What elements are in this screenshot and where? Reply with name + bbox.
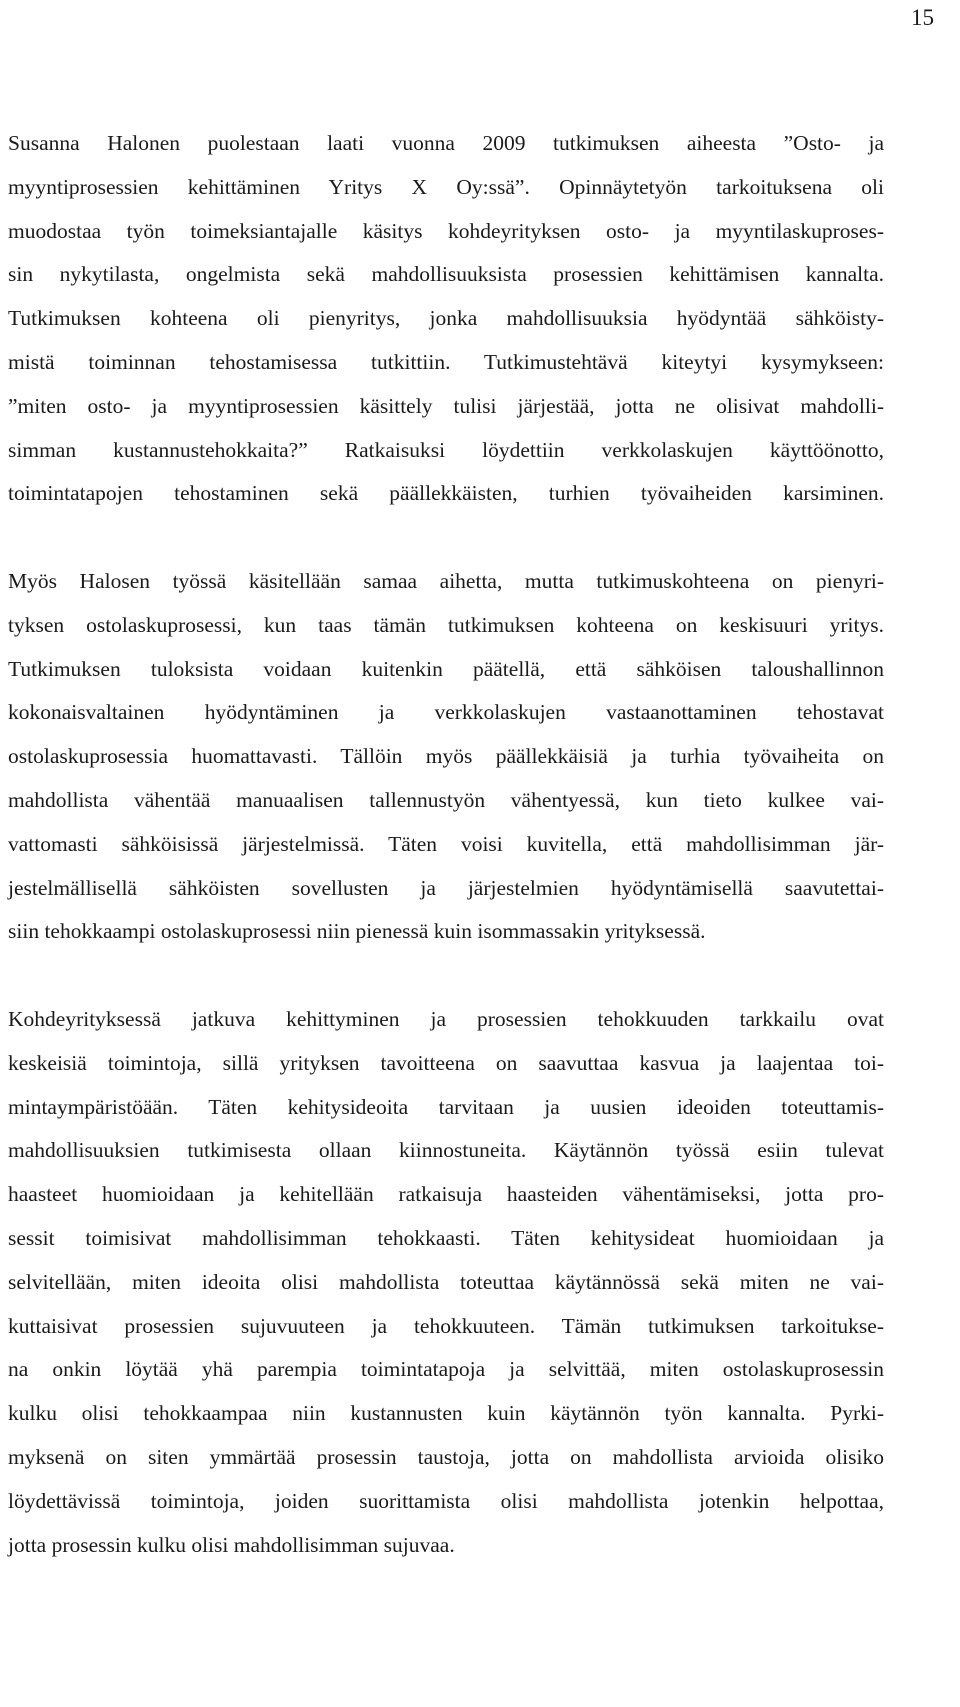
text-line: sessit toimisivat mahdollisimman tehokkaasti. Täten kehitysideat huomioidaan ja <box>8 1225 884 1250</box>
text-line: ”miten osto- ja myyntiprosessien käsittely tulisi järjestää, jotta ne olisivat mahdolli- <box>8 393 884 418</box>
paragraph-3 <box>8 998 884 1567</box>
text-line: haasteet huomioidaan ja kehitellään ratkaisuja haasteiden vähentämiseksi, jotta pro- <box>8 1182 884 1207</box>
body-text <box>8 122 884 1567</box>
text-line: kokonaisvaltainen hyödyntäminen ja verkkolaskujen vastaanottaminen tehostavat <box>8 700 884 725</box>
paragraph-spacer <box>8 516 884 560</box>
text-line: selvitellään, miten ideoita olisi mahdollista toteuttaa käytännössä sekä miten ne vai- <box>8 1269 884 1294</box>
paragraph-spacer <box>8 954 884 998</box>
text-line: simman kustannustehokkaita?” Ratkaisuksi löydettiin verkkolaskujen käyttöönotto, <box>8 437 884 462</box>
text-line: tyksen ostolaskuprosessi, kun taas tämän tutkimuksen kohteena on keskisuuri yritys. <box>8 612 884 637</box>
text-line: toimintatapojen tehostaminen sekä päällekkäisten, turhien työvaiheiden karsiminen. <box>8 481 884 506</box>
text-line: na onkin löytää yhä parempia toimintatapoja ja selvittää, miten ostolaskuprosessin <box>8 1357 884 1382</box>
text-line: jotta prosessin kulku olisi mahdollisimman sujuvaa. <box>8 1532 455 1557</box>
text-line: siin tehokkaampi ostolaskuprosessi niin pienessä kuin isommassakin yrityksessä. <box>8 919 706 944</box>
text-line: mahdollista vähentää manuaalisen tallennustyön vähentyessä, kun tieto kulkee vai- <box>8 787 884 812</box>
text-line: keskeisiä toimintoja, sillä yrityksen tavoitteena on saavuttaa kasvua ja laajentaa toi- <box>8 1050 884 1075</box>
text-line: mistä toiminnan tehostamisessa tutkittiin. Tutkimustehtävä kiteytyi kysymykseen: <box>8 349 884 374</box>
text-line: vattomasti sähköisissä järjestelmissä. Täten voisi kuvitella, että mahdollisimman jär- <box>8 831 884 856</box>
text-line: mintaympäristöään. Täten kehitysideoita tarvitaan ja uusien ideoiden toteuttamis- <box>8 1094 884 1119</box>
text-line: kuttaisivat prosessien sujuvuuteen ja tehokkuuteen. Tämän tutkimuksen tarkoitukse- <box>8 1313 884 1338</box>
text-line: löydettävissä toimintoja, joiden suorittamista olisi mahdollista jotenkin helpottaa, <box>8 1488 884 1513</box>
text-line: kulku olisi tehokkaampaa niin kustannusten kuin käytännön työn kannalta. Pyrki- <box>8 1401 884 1426</box>
text-line: myyntiprosessien kehittäminen Yritys X Oy:ssä”. Opinnäytetyön tarkoituksena oli <box>8 174 884 199</box>
text-line: Susanna Halonen puolestaan laati vuonna 2009 tutkimuksen aiheesta ”Osto- ja <box>8 131 884 155</box>
text-line: Tutkimuksen kohteena oli pienyritys, jonka mahdollisuuksia hyödyntää sähköisty- <box>8 306 884 331</box>
text-line: Kohdeyrityksessä jatkuva kehittyminen ja prosessien tehokkuuden tarkkailu ovat <box>8 1006 884 1031</box>
text-line: Myös Halosen työssä käsitellään samaa aihetta, mutta tutkimuskohteena on pienyri- <box>8 568 884 593</box>
text-line: Tutkimuksen tuloksista voidaan kuitenkin päätellä, että sähköisen taloushallinnon <box>8 656 884 681</box>
text-line: jestelmällisellä sähköisten sovellusten ja järjestelmien hyödyntämisellä saavutettai- <box>8 875 884 900</box>
text-line: mahdollisuuksien tutkimisesta ollaan kiinnostuneita. Käytännön työssä esiin tulevat <box>8 1138 884 1163</box>
text-line: sin nykytilasta, ongelmista sekä mahdollisuuksista prosessien kehittämisen kannalta. <box>8 262 884 287</box>
page-number: 15 <box>911 5 934 30</box>
text-line: muodostaa työn toimeksiantajalle käsitys kohdeyrityksen osto- ja myyntilaskuproses- <box>8 218 884 243</box>
text-line: myksenä on siten ymmärtää prosessin taustoja, jotta on mahdollista arvioida olisiko <box>8 1444 884 1469</box>
paragraph-1 <box>8 122 884 516</box>
text-line: ostolaskuprosessia huomattavasti. Tällöin myös päällekkäisiä ja turhia työvaiheita on <box>8 744 884 769</box>
paragraph-2 <box>8 560 884 954</box>
